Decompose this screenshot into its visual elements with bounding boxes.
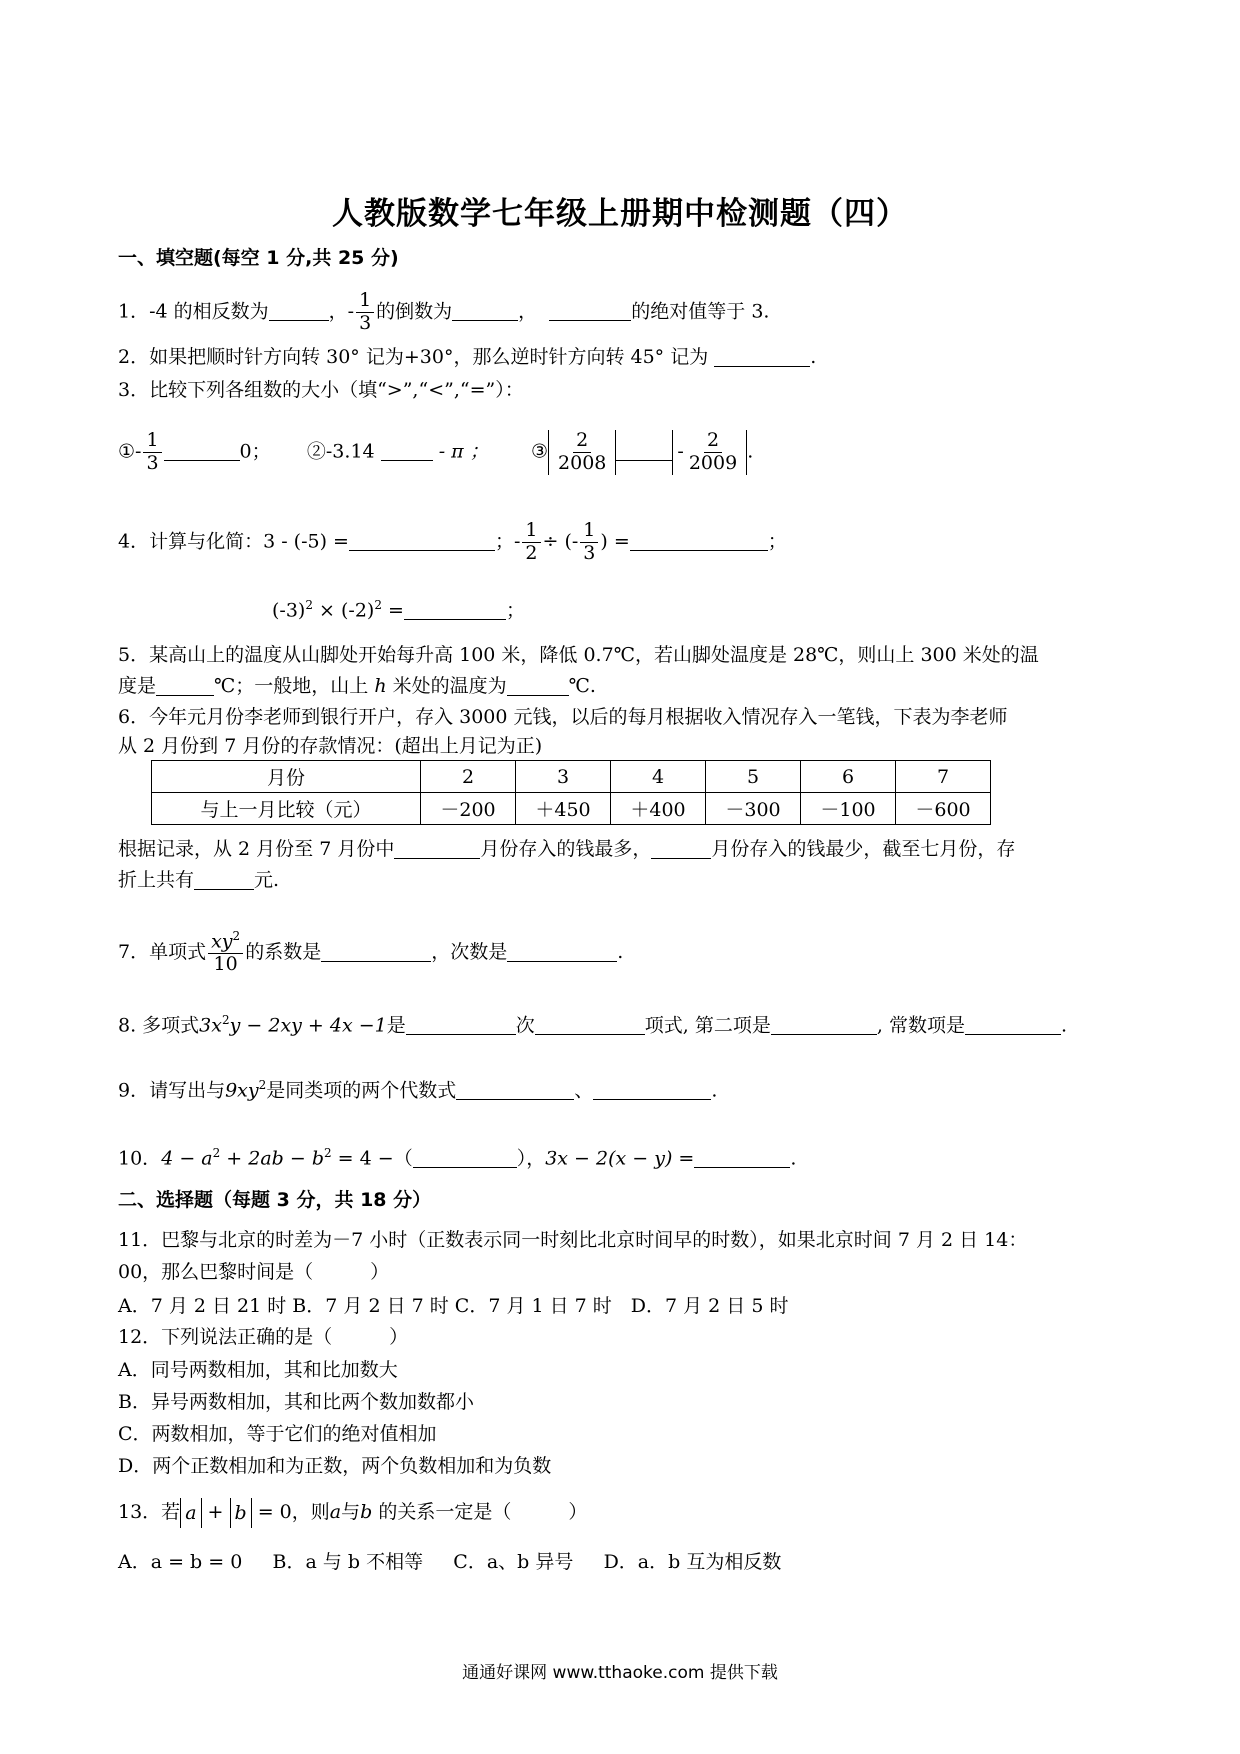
- answer-blank: [507, 941, 617, 962]
- question-6-line-2: 从 2 月份到 7 月份的存款情况：(超出上月记为正): [118, 735, 543, 757]
- table-row: [152, 793, 991, 825]
- answer-blank: [349, 530, 495, 551]
- answer-blank: [507, 675, 569, 696]
- question-6-after-table: 根据记录，从 2 月份至 7 月份中 月份存入的钱最多， 月份存入的钱最少，截至七月份，存: [118, 838, 1016, 860]
- answer-blank: [404, 599, 506, 620]
- page-title: 人教版数学七年级上册期中检测题（四）: [332, 196, 908, 232]
- answer-blank: [413, 1147, 517, 1168]
- answer-blank: [771, 1014, 877, 1035]
- absolute-value: b: [230, 1498, 252, 1528]
- question-12-option-d: D．两个正数相加和为正数，两个负数相加和为负数: [118, 1455, 552, 1477]
- question-12-option-b: B．异号两数相加，其和比两个数加数都小: [118, 1391, 474, 1413]
- question-7: 7．单项式 $\frac{xy^2}{10}$ 的系数是 ，次数是 .: [118, 929, 624, 976]
- answer-blank: [456, 1079, 574, 1100]
- table-cell: 7: [896, 761, 991, 793]
- answer-blank: [694, 1147, 790, 1168]
- absolute-value: a: [180, 1498, 201, 1528]
- question-13: 13．若 a + b = 0，则a与b 的关系一定是（ ）: [118, 1497, 587, 1528]
- table-cell: ＋450: [516, 793, 611, 825]
- question-3: 3．比较下列各组数的大小（填“>”,“<”,“=”）：: [118, 379, 524, 401]
- answer-blank: [394, 838, 480, 859]
- question-4-part-2: $(-3)^2 \times (-2)^2$ = ；: [272, 598, 525, 622]
- table-row: [152, 761, 991, 793]
- answer-blank: [965, 1014, 1061, 1035]
- absolute-value: - $\frac{2}{2009}$: [672, 430, 747, 475]
- fraction: $\frac{1}{2}$: [522, 520, 540, 565]
- question-3-parts: ①- $\frac{1}{3}$ 0； ②-3.14 - π ； ③ $\frac{2}{2008}$ - $\frac{2}{2009}$ .: [118, 429, 754, 474]
- fraction: $\frac{1}{3}$: [580, 520, 598, 565]
- table-cell: －100: [801, 793, 896, 825]
- fraction: $\frac{xy^2}{10}$: [208, 930, 243, 976]
- answer-blank: [452, 300, 518, 321]
- table-cell: ＋400: [611, 793, 706, 825]
- section-fill-in: 一、填空题(每空 1 分,共 25 分): [118, 247, 399, 269]
- answer-blank: [616, 440, 672, 461]
- answer-blank: [630, 530, 768, 551]
- answer-blank: [321, 941, 431, 962]
- section-multiple-choice: 二、选择题（每题 3 分，共 18 分）: [118, 1189, 432, 1211]
- table-cell: 2: [421, 761, 516, 793]
- answer-blank: [381, 440, 433, 461]
- table-cell: 与上一月比较（元）: [152, 793, 421, 825]
- question-11-options: A．7 月 2 日 21 时 B．7 月 2 日 7 时 C．7 月 1 日 7 时 D．7 月 2 日 5 时: [118, 1295, 789, 1317]
- fraction: $\frac{1}{3}$: [143, 430, 161, 475]
- answer-blank: [714, 346, 810, 367]
- question-5: 5．某高山上的温度从山脚处开始每升高 100 米，降低 0.7℃，若山脚处温度是 28℃，则山上 300 米处的温: [118, 644, 1039, 666]
- answer-blank: [549, 300, 631, 321]
- answer-blank: [535, 1014, 645, 1035]
- table-cell: 3: [516, 761, 611, 793]
- question-6: 6．今年元月份李老师到银行开户，存入 3000 元钱，以后的每月根据收入情况存入一笔钱，下表为李老师: [118, 706, 1008, 728]
- question-13-options: A．a = b = 0 B．a 与 b 不相等 C．a、b 异号 D．a．b 互为相反数: [118, 1551, 782, 1573]
- table-cell: 月份: [152, 761, 421, 793]
- answer-blank: [651, 838, 711, 859]
- absolute-value: $\frac{2}{2008}$: [548, 430, 616, 475]
- table-cell: －200: [421, 793, 516, 825]
- table-cell: 4: [611, 761, 706, 793]
- answer-blank: [269, 300, 329, 321]
- question-12-option-c: C．两数相加，等于它们的绝对值相加: [118, 1423, 437, 1445]
- answer-blank: [194, 869, 254, 890]
- question-6-after-table-line-2: 折上共有 元.: [118, 869, 280, 891]
- question-8: 8. 多项式$3x^2y - 2xy + 4x -1$是 次 项式, 第二项是 , 常数项是 .: [118, 1013, 1068, 1037]
- question-12-option-a: A．同号两数相加，其和比加数大: [118, 1359, 398, 1381]
- question-2: 2．如果把顺时针方向转 30° 记为+30°，那么逆时针方向转 45° 记为 .: [118, 346, 817, 368]
- table-cell: －600: [896, 793, 991, 825]
- question-4: 4．计算与化简：3 - (-5) = ；- $\frac{1}{2}$ ÷ (- $\frac{1}{3}$ ) = ；: [118, 519, 787, 564]
- question-12: 12．下列说法正确的是（ ）: [118, 1326, 409, 1348]
- question-11: 11．巴黎与北京的时差为－7 小时（正数表示同一时刻比北京时间早的时数），如果北京时间 7 月 2 日 14：: [118, 1229, 1028, 1251]
- fraction: $\frac{1}{3}$: [356, 290, 374, 335]
- question-10: 10．$4 - a^2 + 2ab - b^2 = 4$ −（ ），3x − 2(x − y) = .: [118, 1146, 797, 1170]
- answer-blank: [156, 675, 214, 696]
- question-9: 9．请写出与$9xy^2$是同类项的两个代数式 、 .: [118, 1078, 718, 1102]
- question-5-line-2: 度是 ℃；一般地，山上 h 米处的温度为 ℃.: [118, 675, 596, 697]
- question-1: 1．-4 的相反数为 ，- $\frac{1}{3}$ 的倒数为 ， 的绝对值等于 3.: [118, 289, 770, 334]
- table-cell: 5: [706, 761, 801, 793]
- deposit-table: [151, 760, 991, 825]
- table-cell: －300: [706, 793, 801, 825]
- answer-blank: [406, 1014, 516, 1035]
- answer-blank: [164, 440, 240, 461]
- question-11-line-2: 00，那么巴黎时间是（ ）: [118, 1261, 390, 1283]
- answer-blank: [593, 1079, 711, 1100]
- table-cell: 6: [801, 761, 896, 793]
- page-footer: 通通好课网 www.tthaoke.com 提供下载: [462, 1663, 778, 1683]
